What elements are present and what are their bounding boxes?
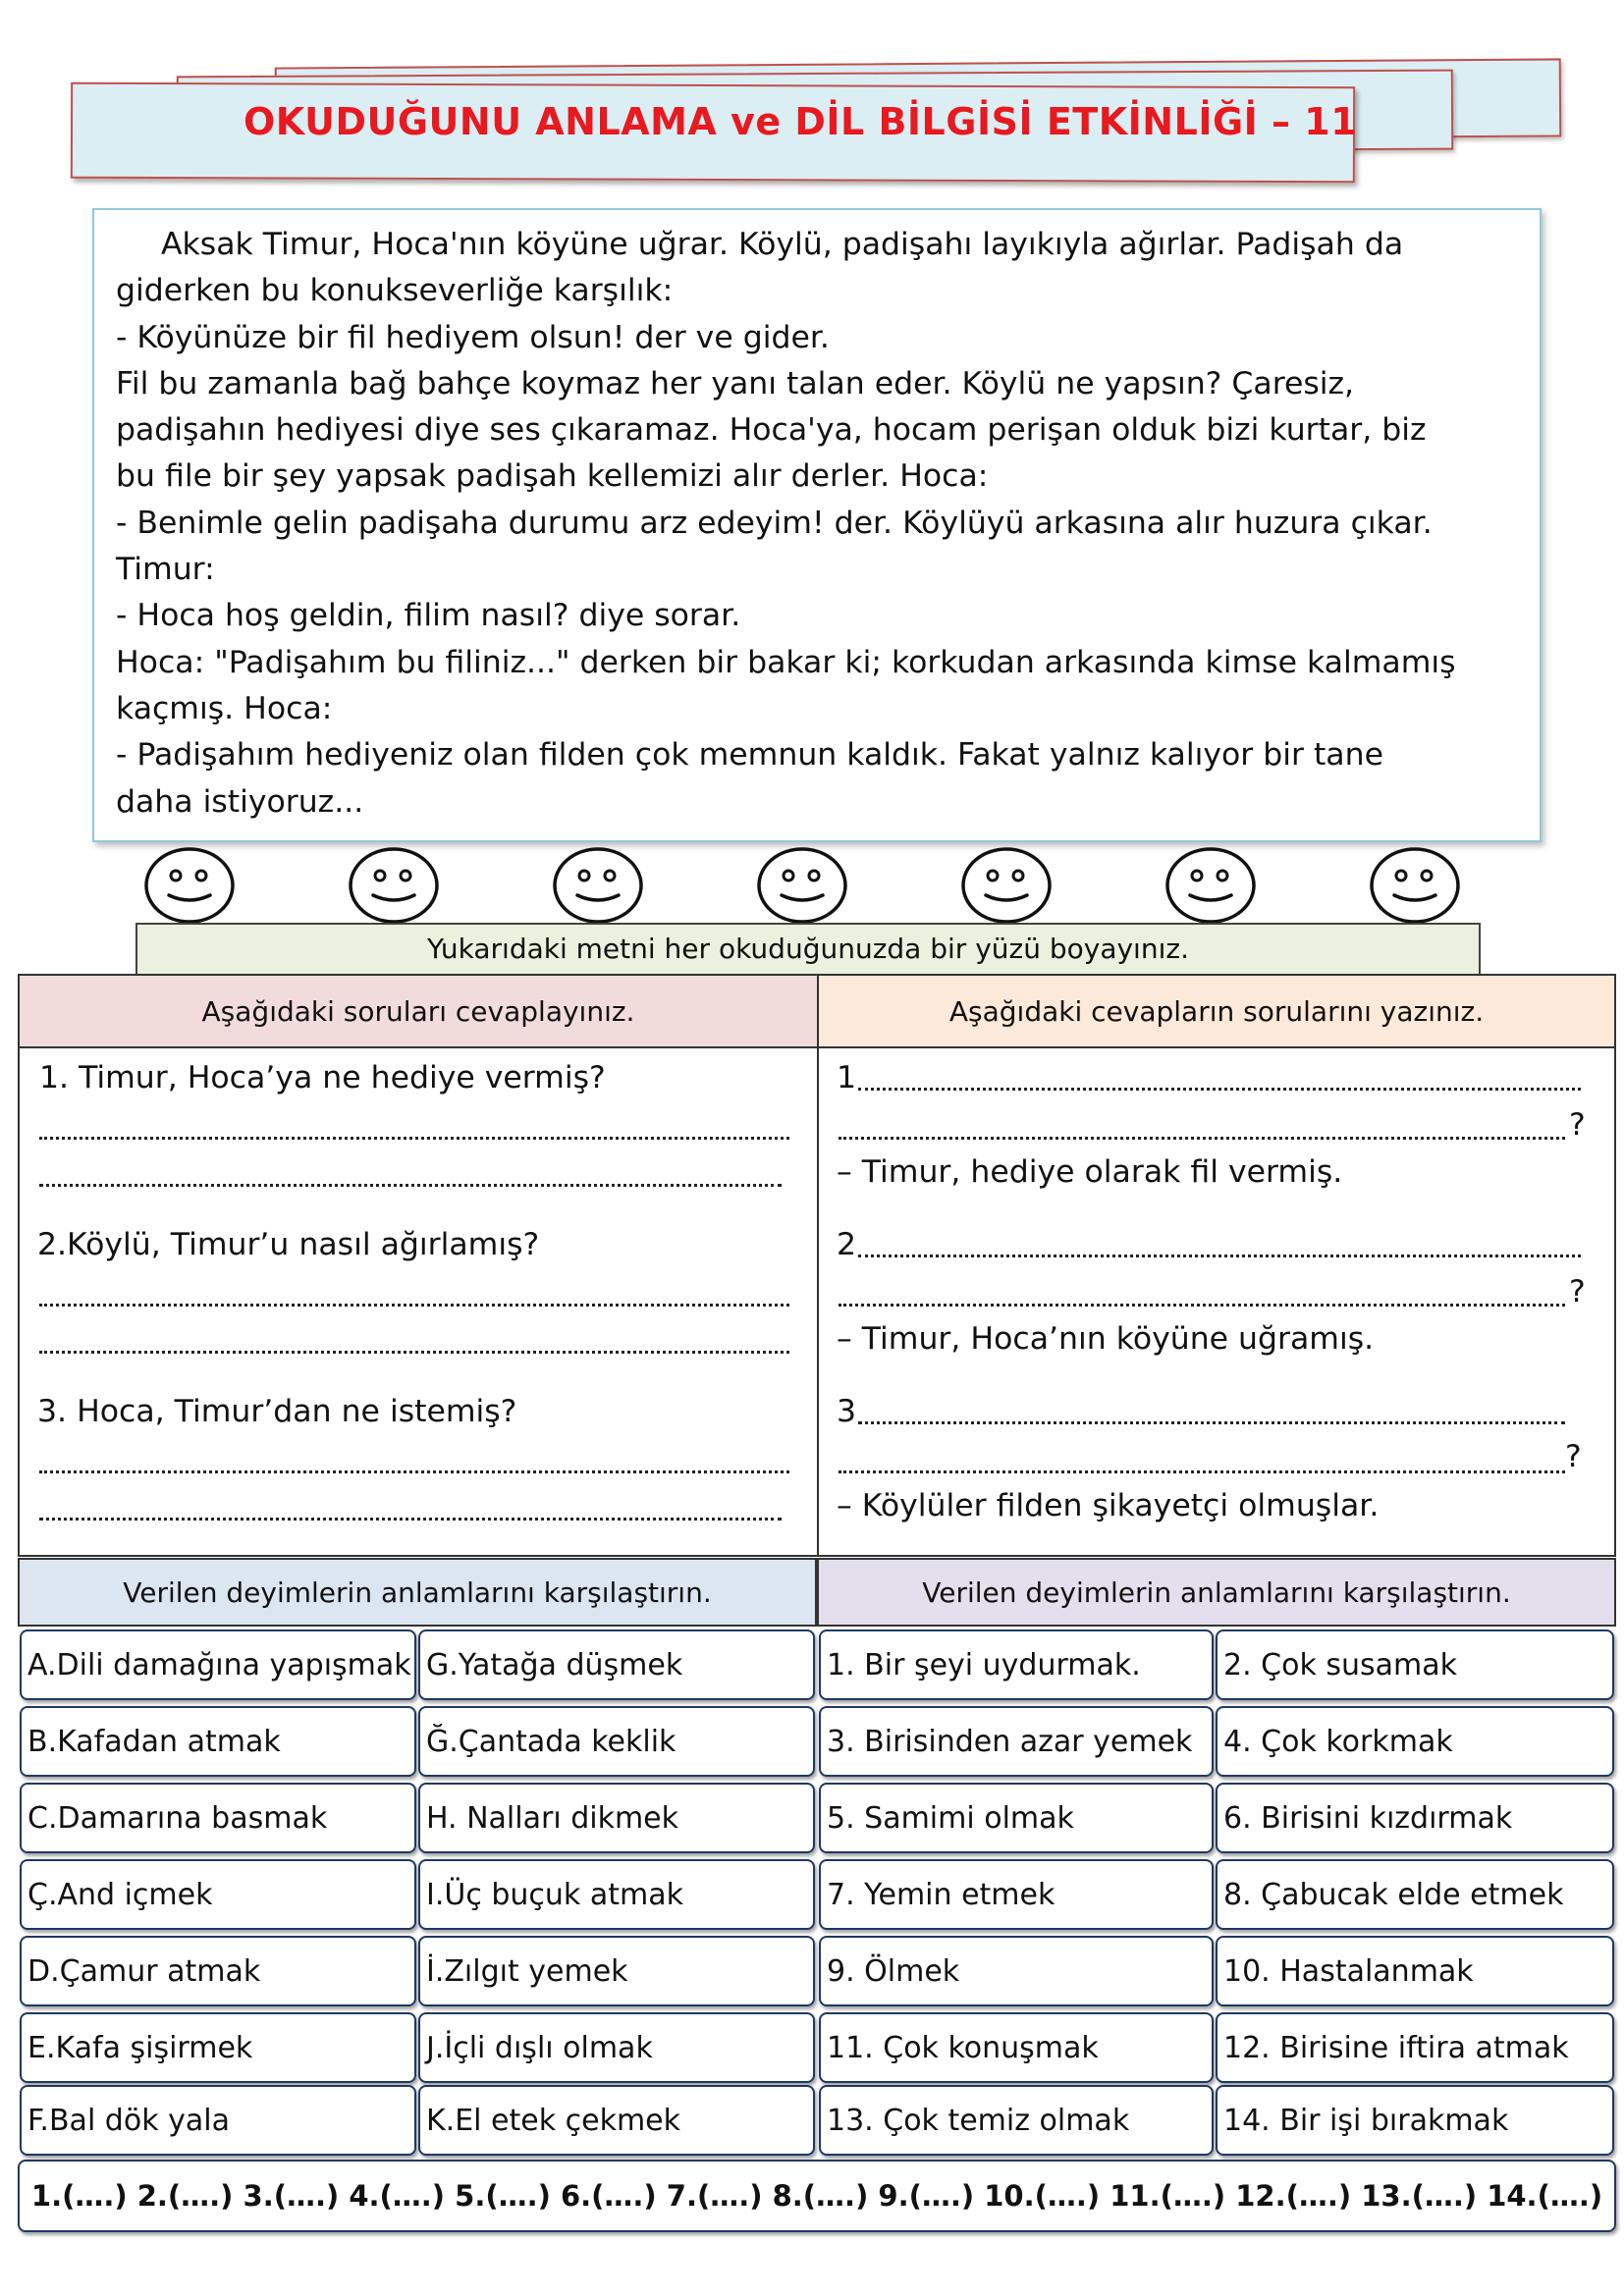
given-answer-1: – Timur, hediye olarak fil vermiş. (837, 1154, 1343, 1190)
question-line-1a[interactable] (858, 1088, 1581, 1091)
answer-line-2b[interactable] (39, 1351, 789, 1354)
idiom-cell: I.Üç buçuk atmak (418, 1859, 815, 1930)
question-line-2b[interactable] (839, 1304, 1565, 1307)
page-title: OKUDUĞUNU ANLAMA ve DİL BİLGİSİ ETKİNLİĞİ – 11 (244, 100, 1358, 143)
question-mark-2: ? (1569, 1274, 1586, 1309)
question-line-2a[interactable] (858, 1255, 1581, 1257)
story-line: kaçmış. Hoca: (116, 690, 333, 726)
smiley-face-icon[interactable] (552, 846, 644, 925)
story-line: Hoca: "Padişahım bu filiniz..." derken bir bakar ki; korkudan arkasında kimse kalmamış (116, 644, 1456, 680)
answer-line-3b[interactable] (39, 1518, 782, 1521)
meaning-cell: 11. Çok konuşmak (819, 2012, 1214, 2083)
question-1: 1. Timur, Hoca’ya ne hediye vermiş? (39, 1060, 606, 1095)
answers-header: Aşağıdaki cevapların sorularını yazınız. (819, 976, 1614, 1048)
smiley-face-icon[interactable] (143, 846, 236, 925)
smiley-face-icon[interactable] (1164, 846, 1257, 925)
meaning-cell: 13. Çok temiz olmak (819, 2085, 1214, 2156)
smiley-face-icon[interactable] (960, 846, 1053, 925)
story-line: - Köyünüze bir fil hediyem olsun! der ve gider. (116, 319, 830, 355)
meaning-cell: 12. Birisine iftira atmak (1216, 2012, 1614, 2083)
question-line-3b[interactable] (839, 1470, 1565, 1473)
meaning-cell: 14. Bir işi bırakmak (1216, 2085, 1614, 2156)
smiley-face-icon[interactable] (756, 846, 848, 925)
idiom-cell: H. Nalları dikmek (418, 1783, 815, 1853)
qa-divider (817, 974, 819, 1557)
question-2: 2.Köylü, Timur’u nasıl ağırlamış? (37, 1227, 540, 1262)
smiley-face-icon[interactable] (1369, 846, 1461, 925)
idiom-cell: A.Dili damağına yapışmak (20, 1629, 416, 1700)
question-mark-1: ? (1569, 1107, 1586, 1143)
idiom-cell: İ.Zılgıt yemek (418, 1936, 815, 2006)
idiom-cell: J.İçli dışlı olmak (418, 2012, 815, 2083)
answer-line-2a[interactable] (39, 1304, 789, 1307)
story-line: daha istiyoruz... (116, 783, 364, 820)
meaning-cell: 9. Ölmek (819, 1936, 1214, 2006)
idioms-header: Verilen deyimlerin anlamlarını karşılaştırın. (18, 1558, 817, 1627)
story-line: Aksak Timur, Hoca'nın köyüne uğrar. Köylü, padişahı layıkıyla ağırlar. Padişah da (161, 227, 1404, 262)
story-line: giderken bu konukseverliğe karşılık: (116, 273, 674, 309)
story-box (92, 208, 1542, 842)
question-line-3a[interactable] (858, 1421, 1565, 1424)
answer-number-2: 2 (837, 1227, 857, 1262)
meaning-cell: 3. Birisinden azar yemek (819, 1706, 1214, 1777)
meaning-cell: 8. Çabucak elde etmek (1216, 1859, 1614, 1930)
questions-header: Aşağıdaki soruları cevaplayınız. (20, 976, 817, 1048)
idiom-cell: C.Damarına basmak (20, 1783, 416, 1853)
story-line: - Padişahım hediyeniz olan filden çok memnun kaldık. Fakat yalnız kalıyor bir tane (116, 737, 1383, 774)
meanings-header: Verilen deyimlerin anlamlarını karşılaştırın. (817, 1558, 1616, 1627)
story-line: Timur: (116, 552, 215, 588)
story-line: - Hoca hoş geldin, filim nasıl? diye sorar. (116, 598, 741, 634)
idiom-cell: F.Bal dök yala (20, 2085, 416, 2156)
reading-instruction-text: Yukarıdaki metni her okuduğunuzda bir yüzü boyayınız. (427, 933, 1189, 965)
question-line-1b[interactable] (839, 1137, 1565, 1140)
idiom-cell: Ğ.Çantada keklik (418, 1706, 815, 1777)
given-answer-2: – Timur, Hoca’nın köyüne uğramış. (837, 1321, 1375, 1357)
story-line: padişahın hediyesi diye ses çıkaramaz. Hoca'ya, hocam perişan olduk bizi kurtar, biz (116, 412, 1427, 449)
idiom-cell: B.Kafadan atmak (20, 1706, 416, 1777)
answer-number-1: 1 (837, 1060, 857, 1095)
answer-line-1b[interactable] (39, 1184, 782, 1187)
meaning-cell: 1. Bir şeyi uydurmak. (819, 1629, 1214, 1700)
meaning-cell: 7. Yemin etmek (819, 1859, 1214, 1930)
idiom-cell: Ç.And içmek (20, 1859, 416, 1930)
smiley-face-icon[interactable] (348, 846, 440, 925)
answer-number-3: 3 (837, 1394, 857, 1429)
idiom-cell: D.Çamur atmak (20, 1936, 416, 2006)
story-line: - Benimle gelin padişaha durumu arz edeyim! der. Köylüyü arkasına alır huzura çıkar. (116, 505, 1433, 541)
answer-line-1a[interactable] (39, 1137, 789, 1140)
reading-instruction (135, 923, 1481, 974)
idiom-cell: G.Yatağa düşmek (418, 1629, 815, 1700)
story-line: bu file bir şey yapsak padişah kellemizi alır derler. Hoca: (116, 458, 989, 495)
meaning-cell: 5. Samimi olmak (819, 1783, 1214, 1853)
meaning-cell: 10. Hastalanmak (1216, 1936, 1614, 2006)
story-line: Fil bu zamanla bağ bahçe koymaz her yanı talan eder. Köylü ne yapsın? Çaresiz, (116, 365, 1355, 401)
question-mark-3: ? (1565, 1439, 1582, 1474)
idiom-cell: E.Kafa şişirmek (20, 2012, 416, 2083)
meaning-cell: 2. Çok susamak (1216, 1629, 1614, 1700)
matching-answer-bar[interactable] (18, 2160, 1616, 2232)
meaning-cell: 6. Birisini kızdırmak (1216, 1783, 1614, 1853)
meaning-cell: 4. Çok korkmak (1216, 1706, 1614, 1777)
answer-line-3a[interactable] (39, 1470, 789, 1473)
given-answer-3: – Köylüler filden şikayetçi olmuşlar. (837, 1488, 1380, 1523)
question-3: 3. Hoca, Timur’dan ne istemiş? (37, 1394, 517, 1429)
idiom-cell: K.El etek çekmek (418, 2085, 815, 2156)
matching-answer-line: 1.(….) 2.(….) 3.(….) 4.(….) 5.(….) 6.(….) 7.(….) 8.(….) 9.(….) 10.(….) 11.(….) 12.(….) 13.(….) 14.(….) (30, 2179, 1603, 2213)
